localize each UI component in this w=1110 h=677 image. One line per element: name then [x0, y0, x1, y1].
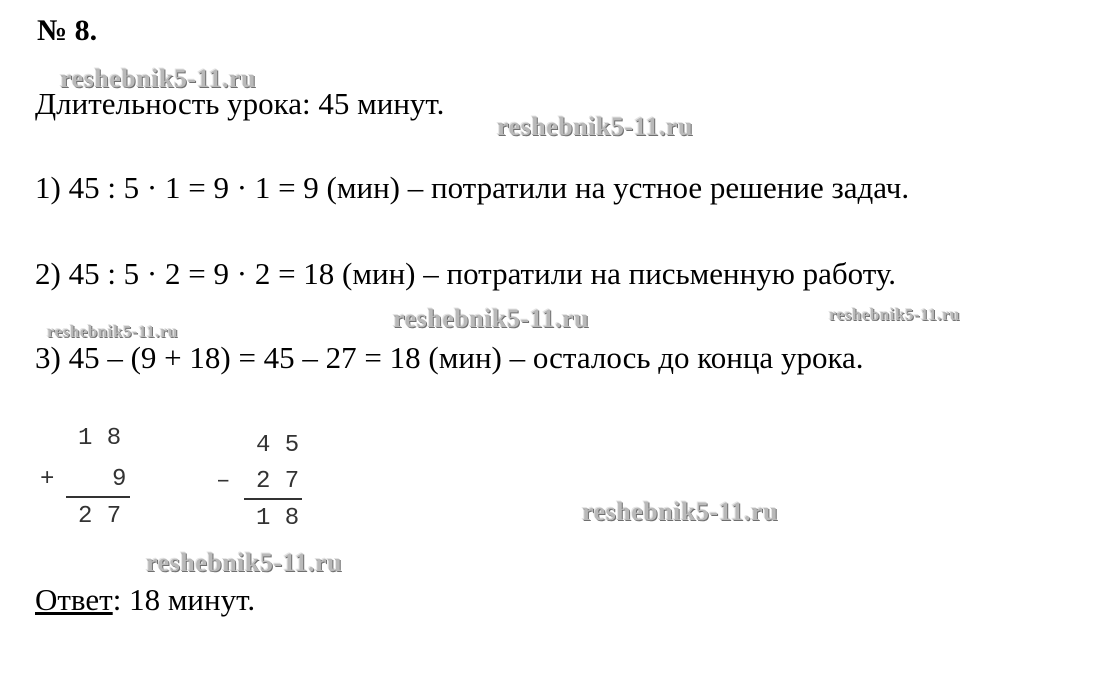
- plus-operator: +: [40, 466, 55, 493]
- watermark: reshebnik5-11.ru: [829, 305, 960, 324]
- minus-operator: –: [216, 468, 231, 495]
- answer-label: Ответ: [35, 582, 113, 617]
- addition-second: 9: [112, 466, 127, 493]
- subtraction-rule: [244, 498, 302, 500]
- subtraction-second: 2 7: [256, 468, 300, 495]
- addition-top: 1 8: [78, 425, 122, 452]
- subtraction-top: 4 5: [256, 432, 300, 459]
- watermark: reshebnik5-11.ru: [47, 322, 178, 341]
- watermark: reshebnik5-11.ru: [497, 112, 694, 141]
- problem-number: № 8.: [37, 14, 98, 47]
- answer: [35, 582, 255, 618]
- watermark: reshebnik5-11.ru: [60, 64, 257, 93]
- addition-result: 2 7: [78, 503, 122, 530]
- step-3: 3) 45 – (9 + 18) = 45 – 27 = 18 (мин) – осталось до конца урока.: [35, 340, 864, 375]
- step-2: 2) 45 : 5 · 2 = 9 · 2 = 18 (мин) – потратили на письменную работу.: [35, 256, 897, 291]
- answer-text: : 18 минут.: [112, 582, 256, 617]
- step-1: 1) 45 : 5 · 1 = 9 · 1 = 9 (мин) – потратили на устное решение задач.: [35, 170, 910, 205]
- lesson-duration: Длительность урока: 45 минут.: [35, 86, 445, 121]
- addition-rule: [66, 496, 130, 498]
- watermark: reshebnik5-11.ru: [393, 304, 590, 333]
- watermark: reshebnik5-11.ru: [146, 548, 343, 577]
- watermark: reshebnik5-11.ru: [582, 497, 779, 526]
- subtraction-result: 1 8: [256, 505, 300, 532]
